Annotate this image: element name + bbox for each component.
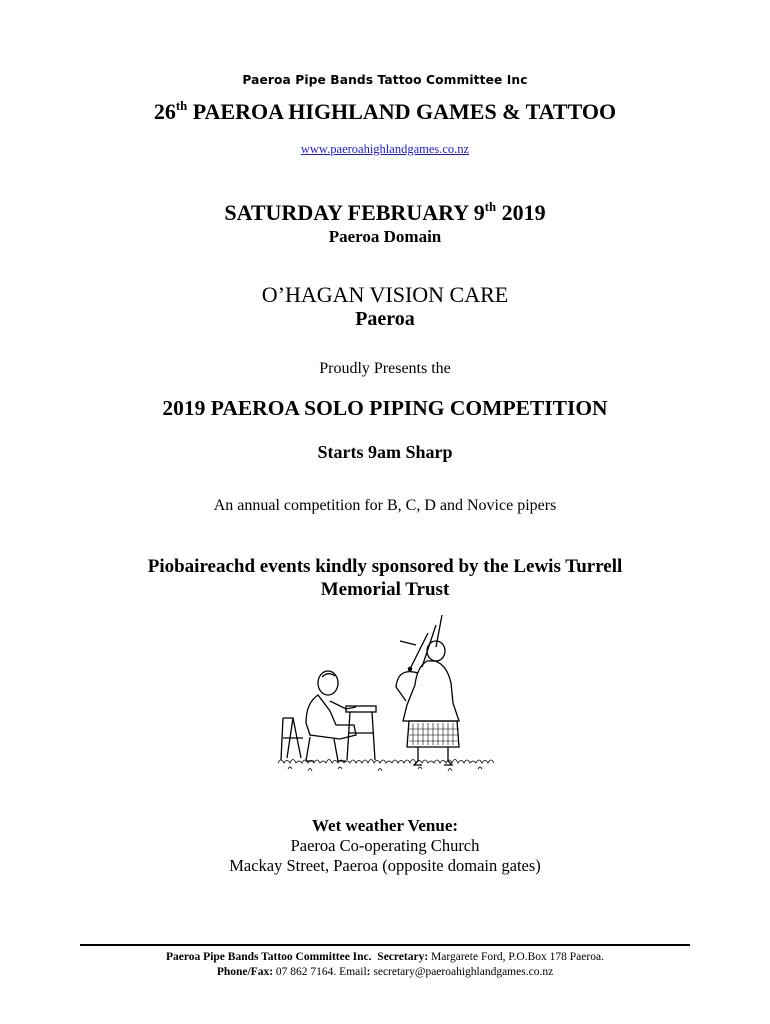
sponsor-city: Paeroa — [355, 308, 415, 330]
date-main: SATURDAY FEBRUARY 9 — [224, 200, 485, 225]
title-number: 26 — [153, 99, 176, 124]
website-link[interactable]: www.paeroahighlandgames.co.nz — [300, 142, 470, 156]
footer-email-value: secretary@paeroahighlandgames.co.nz — [370, 966, 554, 978]
footer-org: Paeroa Pipe Bands Tattoo Committee Inc. — [166, 951, 372, 963]
footer-phone-value: 07 862 7164. — [273, 966, 337, 978]
judge-figure — [281, 671, 376, 761]
piper-and-judge-illustration — [278, 603, 500, 781]
start-time: Starts 9am Sharp — [317, 442, 453, 462]
footer-email-label: Email — [336, 966, 367, 978]
date-year: 2019 — [496, 200, 546, 225]
competition-title: 2019 PAEROA SOLO PIPING COMPETITION — [162, 396, 608, 420]
page-title — [0, 99, 770, 125]
committee-name: Paeroa Pipe Bands Tattoo Committee Inc — [242, 72, 528, 87]
footer-divider — [80, 944, 690, 946]
date-suffix: th — [484, 200, 497, 215]
footer-line-2 — [0, 966, 770, 978]
title-suffix: th — [175, 99, 188, 114]
website-line — [0, 142, 770, 157]
piobaireachd-line-1: Piobaireachd events kindly sponsored by the Lewis Turrell — [147, 556, 623, 577]
event-venue: Paeroa Domain — [328, 227, 442, 246]
competition-description: An annual competition for B, C, D and Novice pipers — [213, 497, 557, 514]
piper-figure — [396, 615, 459, 765]
wet-weather-place: Paeroa Co-operating Church — [290, 836, 480, 855]
title-rest: PAEROA HIGHLAND GAMES & TATTOO — [187, 99, 617, 124]
footer-line-1 — [0, 951, 770, 963]
wet-weather-heading: Wet weather Venue: — [311, 816, 459, 835]
sponsor-name: O’HAGAN VISION CARE — [261, 282, 509, 307]
footer-secretary-value: Margarete Ford, P.O.Box 178 Paeroa. — [428, 951, 604, 963]
piobaireachd-line-2: Memorial Trust — [320, 579, 450, 600]
event-date — [0, 200, 770, 226]
footer-phone-label: Phone/Fax: — [216, 966, 274, 978]
wet-weather-address: Mackay Street, Paeroa (opposite domain gates) — [229, 856, 541, 875]
presents-text: Proudly Presents the — [319, 360, 451, 377]
footer-email-colon: : — [366, 966, 371, 978]
footer-secretary-label: Secretary: — [377, 951, 429, 963]
